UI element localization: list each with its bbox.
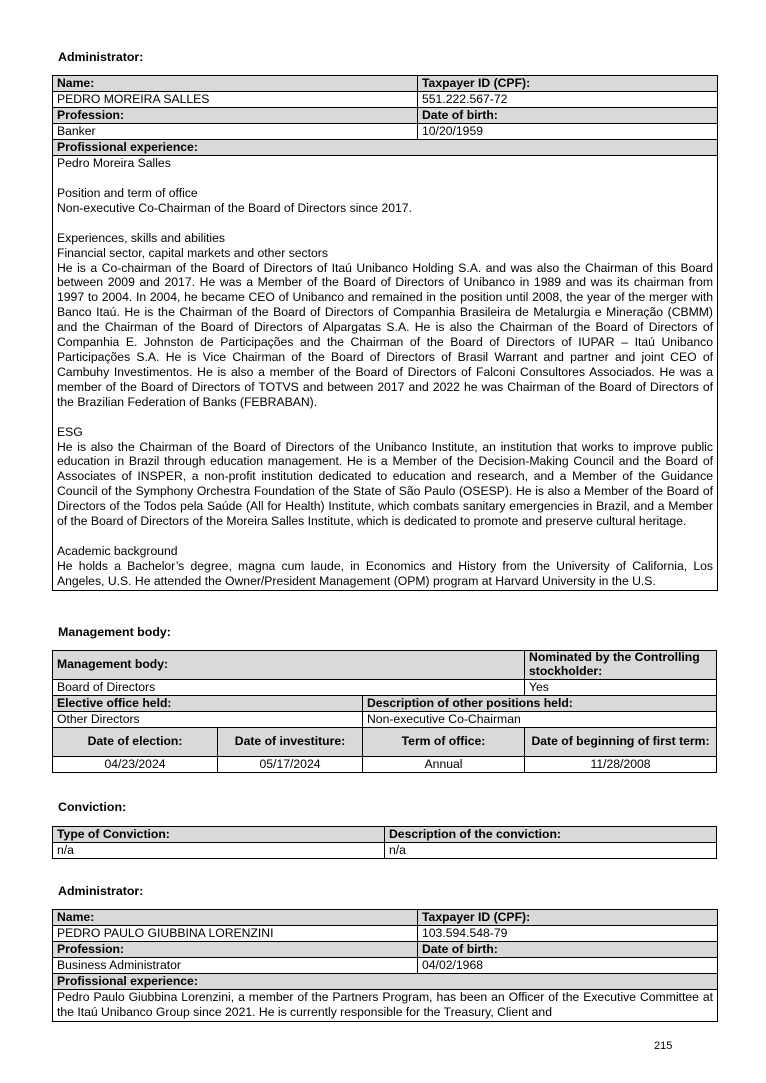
cpf-label: Taxpayer ID (CPF): — [418, 76, 718, 92]
experience-paragraph: Financial sector, capital markets and other sectors — [57, 245, 328, 260]
experience-paragraph: Position and term of office — [57, 185, 198, 200]
elective-office-label: Elective office held: — [53, 696, 363, 712]
section-title-conviction: Conviction: — [58, 800, 127, 814]
administrator-table — [52, 909, 718, 1022]
cpf-value: 103.594.548-79 — [418, 926, 718, 942]
investiture-date-label: Date of investiture: — [218, 728, 363, 757]
administrator-table — [52, 75, 718, 591]
name-value: PEDRO MOREIRA SALLES — [53, 92, 418, 108]
dob-label: Date of birth: — [418, 108, 718, 124]
experience-paragraph: Academic background — [57, 543, 178, 558]
first-term-date-value: 11/28/2008 — [525, 757, 717, 773]
experience-text — [53, 990, 718, 1022]
term-of-office-label: Term of office: — [363, 728, 525, 757]
other-positions-value: Non-executive Co-Chairman — [363, 712, 717, 728]
profession-value: Business Administrator — [53, 958, 418, 974]
conviction-type-label: Type of Conviction: — [53, 827, 385, 843]
experience-paragraph: Pedro Moreira Salles — [57, 156, 171, 170]
section-title-administrator: Administrator: — [58, 884, 144, 898]
term-of-office-value: Annual — [363, 757, 525, 773]
other-positions-label: Description of other positions held: — [363, 696, 717, 712]
dob-value: 10/20/1959 — [418, 124, 718, 140]
profession-label: Profession: — [53, 942, 418, 958]
experience-text — [53, 156, 718, 591]
name-label: Name: — [53, 910, 418, 926]
experience-label: Profissional experience: — [53, 140, 718, 156]
experience-paragraph: He is also the Chairman of the Board of Directors of the Unibanco Institute, an institution that works to improve public education in Brazil through education management. He is a Member of the Decision-Making Council and the Board of Associates of INSPER, a non-profit institution dedicated to education and research, and a Member of the Guidance Council of the Symphony Orchestra Foundation of the State of São Paulo (OSESP). He is also a Member of the Board of Directors of the Todos pela Saúde (All for Health) Institute, which combats sanitary emergencies in Brazil, and a Member of the Board of Directors of the Moreira Salles Institute, which is dedicated to promote and preserve cultural heritage. — [57, 439, 713, 529]
page-number: 215 — [654, 1040, 673, 1052]
name-label: Name: — [53, 76, 418, 92]
experience-paragraph: ESG — [57, 424, 83, 439]
name-value: PEDRO PAULO GIUBBINA LORENZINI — [53, 926, 418, 942]
profession-label: Profession: — [53, 108, 418, 124]
dob-value: 04/02/1968 — [418, 958, 718, 974]
section-title-management-body: Management body: — [58, 625, 171, 639]
conviction-type-value: n/a — [53, 843, 385, 859]
experience-paragraph: He is a Co-chairman of the Board of Directors of Itaú Unibanco Holding S.A. and was also the Chairman of this Board between 2009 and 2017. He was a Member of the Board of Directors of Unibanco in 1989 and was its chairman from 1997 to 2004. In 2004, he became CEO of Unibanco and remained in the position until 2008, the year of the merger with Banco Itaú. He is the Chairman of the Board of Directors of Companhia Brasileira de Metalurgia e Mineração (CBMM) and the Chairman of the Board of Directors of Alpargatas S.A. He is also the Chairman of the Board of Directors of Companhia E. Johnston de Participações and the Chairman of the Board of Directors of IUPAR – Itaú Unibanco Participações S.A. He is Vice Chairman of the Board of Directors of Brasil Warrant and partner and joint CEO of Cambuhy Investimentos. He is also a member of the Board of Directors of Falconi Consultores Associados. He was a member of the Board of Directors of TOTVS and between 2017 and 2022 he was Chairman of the Board of Directors of the Brazilian Federation of Banks (FEBRABAN). — [57, 260, 713, 409]
experience-paragraph: Experiences, skills and abilities — [57, 230, 225, 245]
management-body-label: Management body: — [53, 651, 525, 680]
conviction-table — [52, 826, 717, 859]
investiture-date-value: 05/17/2024 — [218, 757, 363, 773]
election-date-label: Date of election: — [53, 728, 218, 757]
cpf-label: Taxpayer ID (CPF): — [418, 910, 718, 926]
experience-label: Profissional experience: — [53, 974, 718, 990]
conviction-description-label: Description of the conviction: — [385, 827, 717, 843]
conviction-description-value: n/a — [385, 843, 717, 859]
dob-label: Date of birth: — [418, 942, 718, 958]
experience-paragraph: Non-executive Co-Chairman of the Board of Directors since 2017. — [57, 200, 412, 215]
section-title-administrator: Administrator: — [58, 50, 144, 64]
cpf-value: 551.222.567-72 — [418, 92, 718, 108]
elective-office-value: Other Directors — [53, 712, 363, 728]
nominated-label: Nominated by the Controlling stockholder: — [525, 651, 717, 680]
election-date-value: 04/23/2024 — [53, 757, 218, 773]
nominated-value: Yes — [525, 680, 717, 696]
first-term-date-label: Date of beginning of first term: — [525, 728, 717, 757]
profession-value: Banker — [53, 124, 418, 140]
management-body-table — [52, 650, 717, 773]
experience-paragraph: He holds a Bachelor’s degree, magna cum laude, in Economics and History from the University of California, Los Angeles, U.S. He attended the Owner/President Management (OPM) program at Harvard University in the U.S. — [57, 558, 713, 588]
management-body-value: Board of Directors — [53, 680, 525, 696]
experience-paragraph: Pedro Paulo Giubbina Lorenzini, a member of the Partners Program, has been an Officer of the Executive Committee at the Itaú Unibanco Group since 2021. He is currently responsible for the Treasury, Client and — [57, 990, 713, 1019]
